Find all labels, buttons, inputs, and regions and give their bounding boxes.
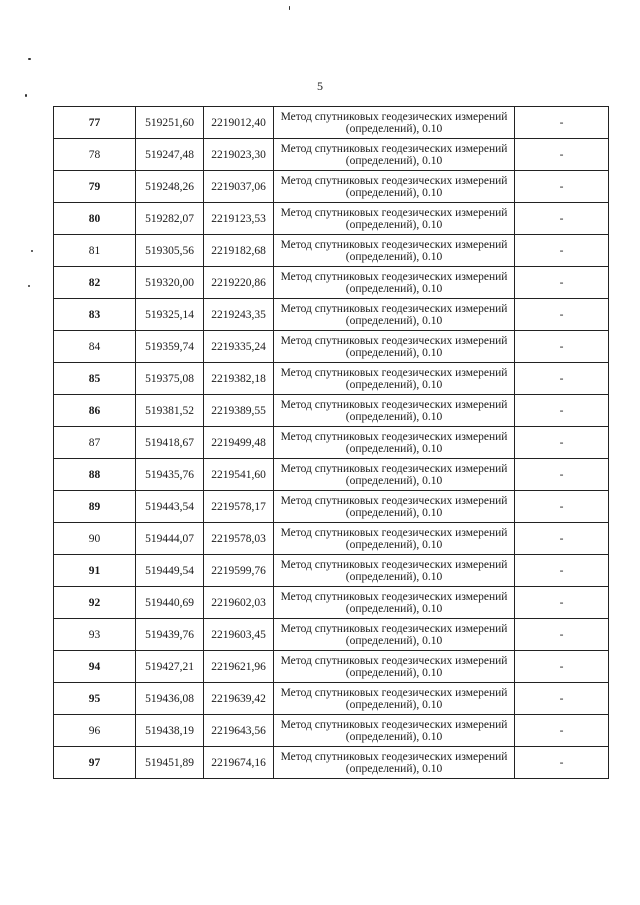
description-cell: -: [515, 235, 609, 267]
x-coordinate-cell: 519381,52: [136, 395, 204, 427]
description-cell: -: [515, 107, 609, 139]
y-coordinate-cell: 2219023,30: [204, 139, 274, 171]
table-row: [54, 491, 609, 523]
method-text: Метод спутниковых геодезических измерений: [280, 558, 508, 571]
point-number-cell: 95: [54, 683, 136, 715]
method-accuracy-text: (определений), 0.10: [345, 282, 443, 295]
method-cell: [274, 715, 515, 747]
method-text: Метод спутниковых геодезических измерений: [280, 686, 508, 699]
description-cell: -: [515, 491, 609, 523]
table-row: [54, 523, 609, 555]
x-coordinate-cell: 519451,89: [136, 747, 204, 779]
x-coordinate-cell: 519439,76: [136, 619, 204, 651]
point-number-cell: 81: [54, 235, 136, 267]
description-cell: -: [515, 619, 609, 651]
x-coordinate-cell: 519438,19: [136, 715, 204, 747]
method-accuracy-text: (определений), 0.10: [345, 218, 443, 231]
method-cell: [274, 587, 515, 619]
method-text: Метод спутниковых геодезических измерений: [280, 622, 508, 635]
y-coordinate-cell: 2219499,48: [204, 427, 274, 459]
coordinates-table-body: [54, 107, 609, 779]
point-number-cell: 94: [54, 651, 136, 683]
point-number-cell: 77: [54, 107, 136, 139]
method-text: Метод спутниковых геодезических измерений: [280, 494, 508, 507]
page-number: 5: [317, 79, 323, 93]
table-row: [54, 427, 609, 459]
point-number-cell: 92: [54, 587, 136, 619]
scan-speck: [25, 94, 27, 97]
method-text: Метод спутниковых геодезических измерений: [280, 654, 508, 667]
method-accuracy-text: (определений), 0.10: [345, 570, 443, 583]
method-accuracy-text: (определений), 0.10: [345, 378, 443, 391]
y-coordinate-cell: 2219182,68: [204, 235, 274, 267]
method-cell: [274, 203, 515, 235]
method-accuracy-text: (определений), 0.10: [345, 538, 443, 551]
y-coordinate-cell: 2219389,55: [204, 395, 274, 427]
method-text: Метод спутниковых геодезических измерений: [280, 270, 508, 283]
scan-speck: [28, 285, 30, 287]
method-text: Метод спутниковых геодезических измерений: [280, 462, 508, 475]
point-number-cell: 84: [54, 331, 136, 363]
point-number-cell: 82: [54, 267, 136, 299]
coordinates-table: [53, 106, 609, 779]
description-cell: -: [515, 747, 609, 779]
method-cell: [274, 139, 515, 171]
description-cell: -: [515, 171, 609, 203]
table-row: [54, 107, 609, 139]
table-row: [54, 683, 609, 715]
x-coordinate-cell: 519325,14: [136, 299, 204, 331]
method-text: Метод спутниковых геодезических измерений: [280, 366, 508, 379]
method-text: Метод спутниковых геодезических измерений: [280, 174, 508, 187]
method-text: Метод спутниковых геодезических измерений: [280, 398, 508, 411]
table-row: [54, 555, 609, 587]
point-number-cell: 93: [54, 619, 136, 651]
description-cell: -: [515, 299, 609, 331]
description-cell: -: [515, 459, 609, 491]
x-coordinate-cell: 519247,48: [136, 139, 204, 171]
method-cell: [274, 459, 515, 491]
method-cell: [274, 491, 515, 523]
table-row: [54, 203, 609, 235]
x-coordinate-cell: 519418,67: [136, 427, 204, 459]
point-number-cell: 88: [54, 459, 136, 491]
point-number-cell: 89: [54, 491, 136, 523]
method-accuracy-text: (определений), 0.10: [345, 186, 443, 199]
table-row: [54, 235, 609, 267]
x-coordinate-cell: 519440,69: [136, 587, 204, 619]
table-row: [54, 299, 609, 331]
description-cell: -: [515, 203, 609, 235]
x-coordinate-cell: 519375,08: [136, 363, 204, 395]
method-accuracy-text: (определений), 0.10: [345, 666, 443, 679]
y-coordinate-cell: 2219335,24: [204, 331, 274, 363]
scan-speck: [31, 250, 33, 252]
x-coordinate-cell: 519282,07: [136, 203, 204, 235]
method-cell: [274, 267, 515, 299]
table-row: [54, 747, 609, 779]
description-cell: -: [515, 523, 609, 555]
description-cell: -: [515, 715, 609, 747]
x-coordinate-cell: 519251,60: [136, 107, 204, 139]
method-text: Метод спутниковых геодезических измерений: [280, 718, 508, 731]
y-coordinate-cell: 2219012,40: [204, 107, 274, 139]
table-row: [54, 619, 609, 651]
method-text: Метод спутниковых геодезических измерений: [280, 590, 508, 603]
method-text: Метод спутниковых геодезических измерений: [280, 334, 508, 347]
method-accuracy-text: (определений), 0.10: [345, 698, 443, 711]
method-text: Метод спутниковых геодезических измерений: [280, 750, 508, 763]
method-accuracy-text: (определений), 0.10: [345, 250, 443, 263]
y-coordinate-cell: 2219621,96: [204, 651, 274, 683]
method-accuracy-text: (определений), 0.10: [345, 602, 443, 615]
description-cell: -: [515, 587, 609, 619]
method-text: Метод спутниковых геодезических измерений: [280, 526, 508, 539]
point-number-cell: 97: [54, 747, 136, 779]
description-cell: -: [515, 555, 609, 587]
description-cell: -: [515, 651, 609, 683]
method-accuracy-text: (определений), 0.10: [345, 730, 443, 743]
method-accuracy-text: (определений), 0.10: [345, 410, 443, 423]
x-coordinate-cell: 519436,08: [136, 683, 204, 715]
description-cell: -: [515, 427, 609, 459]
y-coordinate-cell: 2219603,45: [204, 619, 274, 651]
scan-speck: [289, 6, 290, 10]
method-text: Метод спутниковых геодезических измерений: [280, 206, 508, 219]
y-coordinate-cell: 2219578,17: [204, 491, 274, 523]
y-coordinate-cell: 2219541,60: [204, 459, 274, 491]
table-row: [54, 459, 609, 491]
point-number-cell: 80: [54, 203, 136, 235]
method-cell: [274, 107, 515, 139]
method-cell: [274, 299, 515, 331]
method-cell: [274, 331, 515, 363]
y-coordinate-cell: 2219643,56: [204, 715, 274, 747]
y-coordinate-cell: 2219243,35: [204, 299, 274, 331]
point-number-cell: 79: [54, 171, 136, 203]
y-coordinate-cell: 2219674,16: [204, 747, 274, 779]
method-accuracy-text: (определений), 0.10: [345, 314, 443, 327]
y-coordinate-cell: 2219639,42: [204, 683, 274, 715]
method-text: Метод спутниковых геодезических измерений: [280, 110, 508, 123]
table-row: [54, 267, 609, 299]
y-coordinate-cell: 2219220,86: [204, 267, 274, 299]
method-text: Метод спутниковых геодезических измерений: [280, 142, 508, 155]
method-accuracy-text: (определений), 0.10: [345, 634, 443, 647]
point-number-cell: 78: [54, 139, 136, 171]
method-accuracy-text: (определений), 0.10: [345, 506, 443, 519]
point-number-cell: 87: [54, 427, 136, 459]
description-cell: -: [515, 395, 609, 427]
method-accuracy-text: (определений), 0.10: [345, 474, 443, 487]
y-coordinate-cell: 2219578,03: [204, 523, 274, 555]
method-cell: [274, 235, 515, 267]
method-accuracy-text: (определений), 0.10: [345, 762, 443, 775]
method-cell: [274, 747, 515, 779]
point-number-cell: 85: [54, 363, 136, 395]
description-cell: -: [515, 139, 609, 171]
point-number-cell: 86: [54, 395, 136, 427]
y-coordinate-cell: 2219602,03: [204, 587, 274, 619]
x-coordinate-cell: 519443,54: [136, 491, 204, 523]
description-cell: -: [515, 683, 609, 715]
scan-speck: [28, 58, 31, 60]
x-coordinate-cell: 519359,74: [136, 331, 204, 363]
method-cell: [274, 619, 515, 651]
x-coordinate-cell: 519320,00: [136, 267, 204, 299]
table-row: [54, 139, 609, 171]
method-text: Метод спутниковых геодезических измерений: [280, 238, 508, 251]
x-coordinate-cell: 519248,26: [136, 171, 204, 203]
method-cell: [274, 523, 515, 555]
method-accuracy-text: (определений), 0.10: [345, 122, 443, 135]
table-row: [54, 587, 609, 619]
method-cell: [274, 683, 515, 715]
table-row: [54, 395, 609, 427]
method-accuracy-text: (определений), 0.10: [345, 346, 443, 359]
method-cell: [274, 427, 515, 459]
y-coordinate-cell: 2219037,06: [204, 171, 274, 203]
description-cell: -: [515, 363, 609, 395]
x-coordinate-cell: 519449,54: [136, 555, 204, 587]
method-text: Метод спутниковых геодезических измерений: [280, 302, 508, 315]
method-cell: [274, 555, 515, 587]
method-accuracy-text: (определений), 0.10: [345, 154, 443, 167]
method-cell: [274, 171, 515, 203]
x-coordinate-cell: 519435,76: [136, 459, 204, 491]
method-cell: [274, 651, 515, 683]
description-cell: -: [515, 331, 609, 363]
description-cell: -: [515, 267, 609, 299]
method-text: Метод спутниковых геодезических измерений: [280, 430, 508, 443]
method-accuracy-text: (определений), 0.10: [345, 442, 443, 455]
point-number-cell: 91: [54, 555, 136, 587]
x-coordinate-cell: 519427,21: [136, 651, 204, 683]
table-row: [54, 171, 609, 203]
table-row: [54, 651, 609, 683]
method-cell: [274, 363, 515, 395]
method-cell: [274, 395, 515, 427]
point-number-cell: 83: [54, 299, 136, 331]
point-number-cell: 96: [54, 715, 136, 747]
table-row: [54, 715, 609, 747]
x-coordinate-cell: 519305,56: [136, 235, 204, 267]
y-coordinate-cell: 2219382,18: [204, 363, 274, 395]
table-row: [54, 331, 609, 363]
point-number-cell: 90: [54, 523, 136, 555]
x-coordinate-cell: 519444,07: [136, 523, 204, 555]
table-row: [54, 363, 609, 395]
y-coordinate-cell: 2219123,53: [204, 203, 274, 235]
y-coordinate-cell: 2219599,76: [204, 555, 274, 587]
